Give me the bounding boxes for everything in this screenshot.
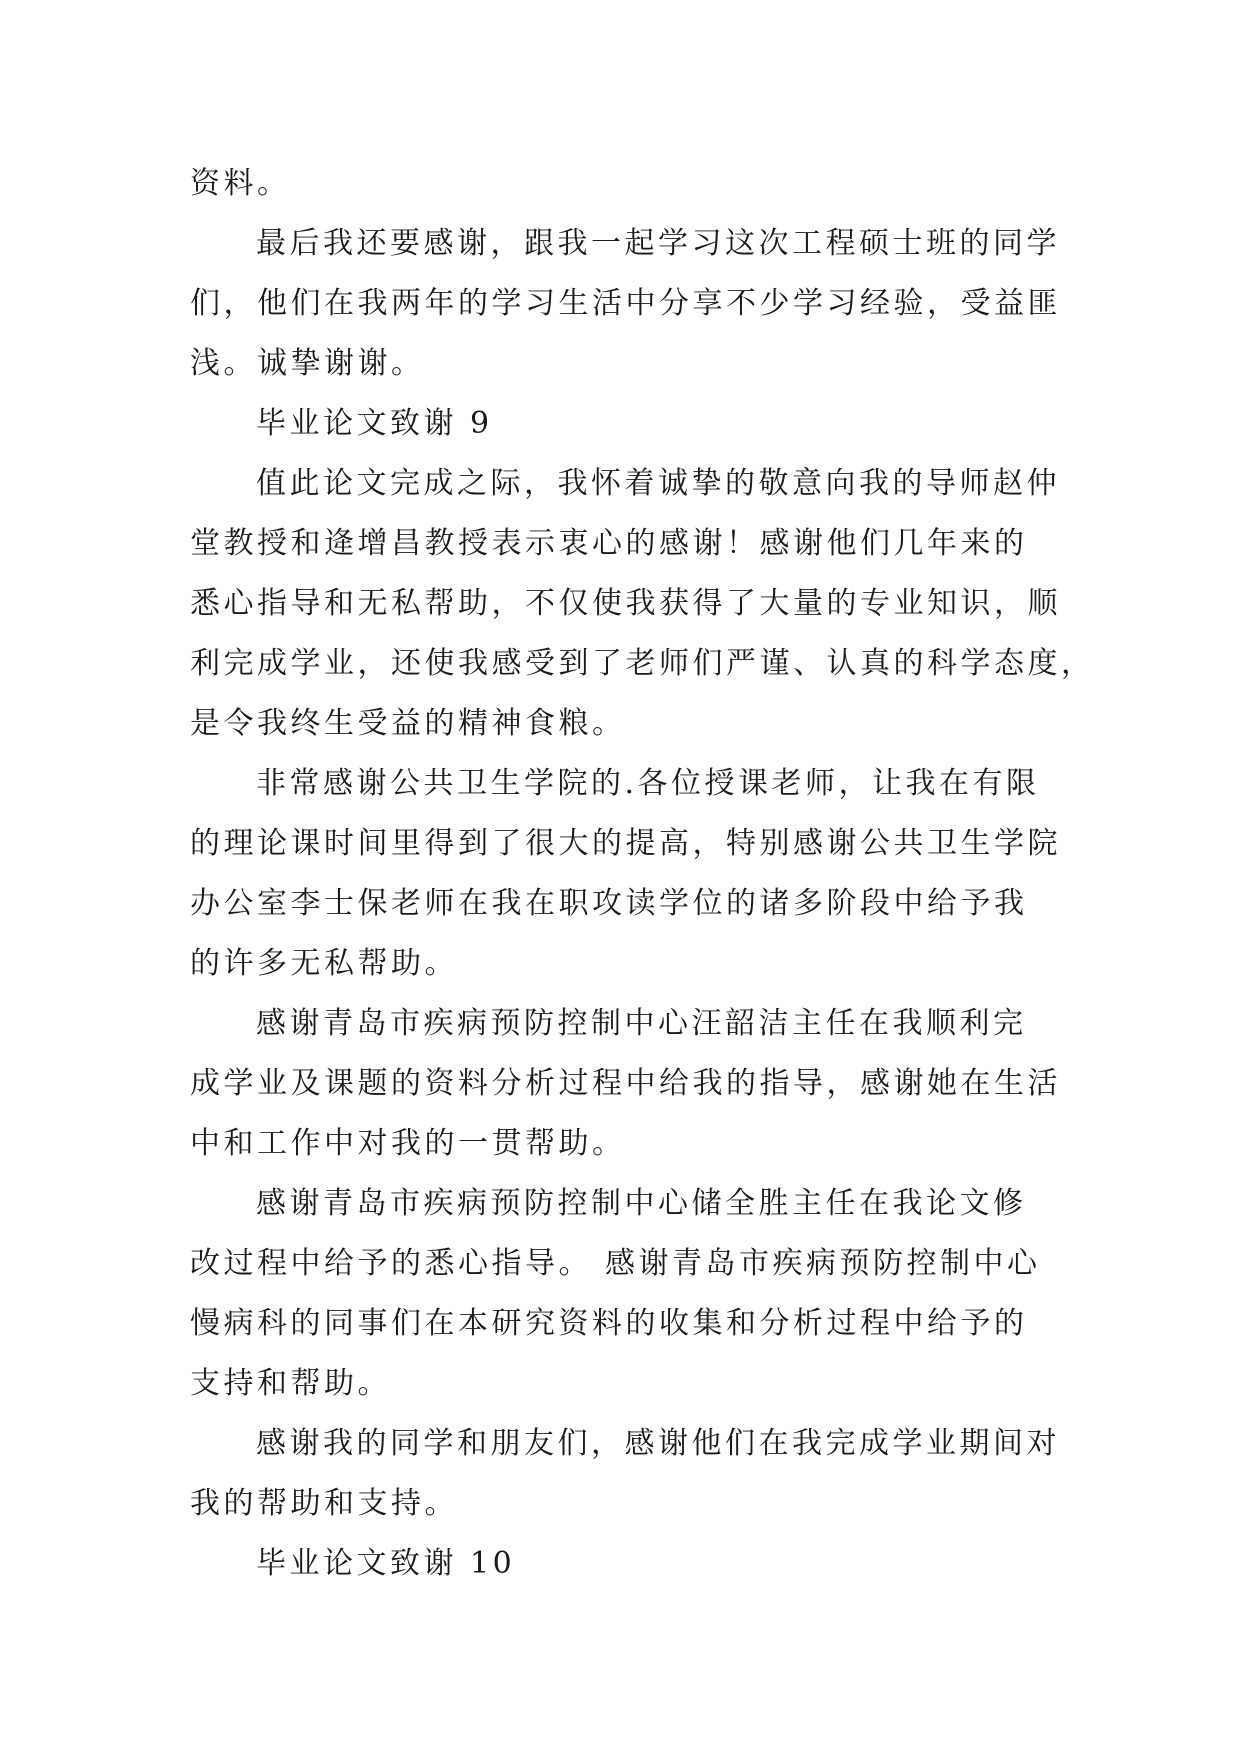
paragraph-first-line: 感谢我的同学和朋友们，感谢他们在我完成学业期间对 — [256, 1426, 1060, 1461]
paragraph-first-line: 感谢青岛市疾病预防控制中心储全胜主任在我论文修 — [256, 1186, 1027, 1221]
text-line: 浅。诚挚谢谢。 — [190, 346, 425, 381]
text-line: 堂教授和逄增昌教授表示衷心的感谢！感谢他们几年来的 — [190, 526, 1028, 561]
text-line: 悉心指导和无私帮助，不仅使我获得了大量的专业知识，顺 — [190, 586, 1061, 621]
text-line: 是令我终生受益的精神食粮。 — [190, 706, 626, 741]
text-line: 利完成学业，还使我感受到了老师们严谨、认真的科学态度， — [190, 646, 1095, 681]
text-line: 资料。 — [190, 166, 291, 201]
text-line: 支持和帮助。 — [190, 1366, 391, 1401]
text-line: 我的帮助和支持。 — [190, 1486, 458, 1521]
text-line: 们，他们在我两年的学习生活中分享不少学习经验，受益匪 — [190, 286, 1061, 321]
paragraph-first-line: 非常感谢公共卫生学院的.各位授课老师，让我在有限 — [256, 766, 1040, 801]
text-line: 的理论课时间里得到了很大的提高，特别感谢公共卫生学院 — [190, 826, 1061, 861]
paragraph-first-line: 感谢青岛市疾病预防控制中心汪韶洁主任在我顺利完 — [256, 1006, 1027, 1041]
paragraph-first-line: 值此论文完成之际，我怀着诚挚的敬意向我的导师赵仲 — [256, 466, 1060, 501]
document-body — [190, 154, 1095, 1594]
text-line: 的许多无私帮助。 — [190, 946, 458, 981]
paragraph-first-line: 最后我还要感谢，跟我一起学习这次工程硕士班的同学 — [256, 226, 1060, 261]
text-line: 慢病科的同事们在本研究资料的收集和分析过程中给予的 — [190, 1306, 1028, 1341]
text-line: 改过程中给予的悉心指导。 感谢青岛市疾病预防控制中心 — [190, 1246, 1041, 1281]
text-line: 中和工作中对我的一贯帮助。 — [190, 1126, 626, 1161]
text-line: 成学业及课题的资料分析过程中给我的指导，感谢她在生活 — [190, 1066, 1061, 1101]
section-heading: 毕业论文致谢 9 — [256, 406, 493, 441]
text-line: 办公室李士保老师在我在职攻读学位的诸多阶段中给予我 — [190, 886, 1028, 921]
section-heading: 毕业论文致谢 10 — [256, 1546, 516, 1581]
